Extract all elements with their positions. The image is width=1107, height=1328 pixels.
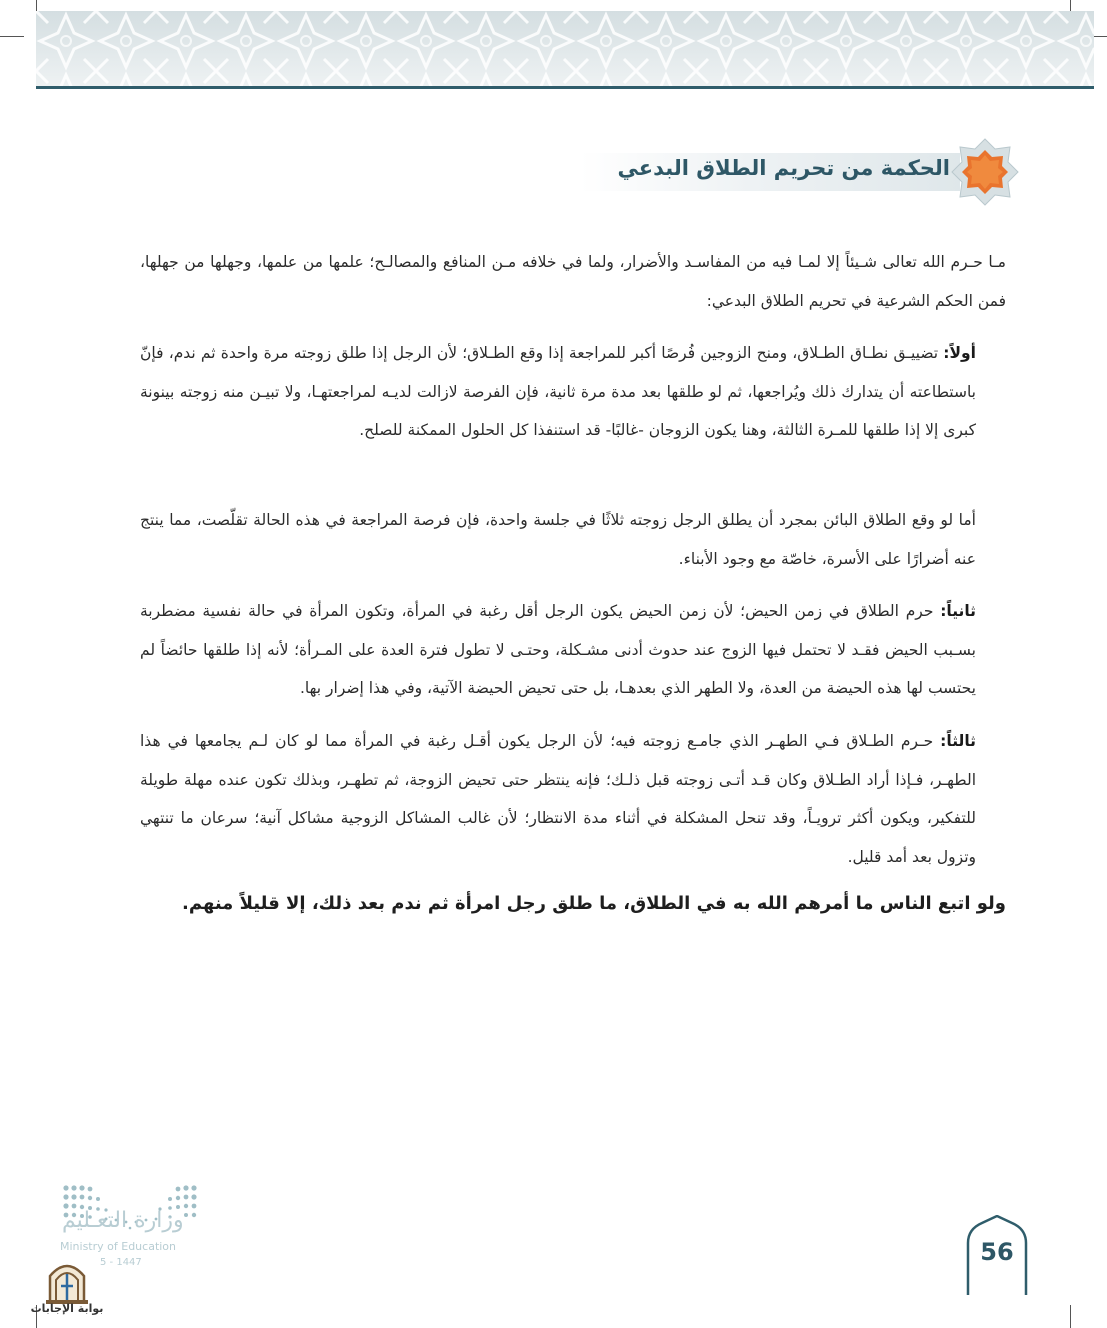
answers-portal-label: بوابة الإجابات [30,1302,104,1315]
page-number: 56 [980,1238,1014,1266]
second-text: حرم الطلاق في زمن الحيض؛ لأن زمن الحيض يكون الرجل أقل رغبة في المرأة، وتكون المرأة في حالة نفسية مضطربة بسـبب الحيض فقـد لا تحتمل فيها الزوج عند حدوث أدنى مشـكلة، وحتـى لا تطول فترة العدة على المـرأة؛ لأنه إذا طلقها حائضاً لم يحتسب لها هذه الحيضة من العدة، ولا الطهر الذي بعدهـا، بل حتى تحيض الحيضة الآتية، وفي هذا إضرار بها. [140,602,976,697]
intro-text: مـا حـرم الله تعالى شـيئاً إلا لمـا فيه من المفاسـد والأضرار، ولما في خلافه مـن المنافع والمصالـح؛ علمها من علمها، وجهلها من جهلها، فمن الحكم الشرعية في تحريم الطلاق البدعي: [140,253,1006,310]
header-rule [36,86,1094,89]
bain-divorce-paragraph [140,501,976,578]
conclusion-statement: ولو اتبع الناس ما أمرهم الله به في الطلاق، ما طلق رجل امرأة ثم ندم بعد ذلك، إلا قليلاً منهم. [181,893,1006,914]
orange-octagon-star-icon [950,137,1020,207]
intro-paragraph [140,243,1006,320]
edition-year: 5 - 1447 [100,1257,142,1268]
ministry-name-english: Ministry of Education [60,1240,177,1253]
third-text: حـرم الطـلاق فـي الطهـر الذي جامـع زوجته فيه؛ لأن الرجل يكون أقـل رغبة في المرأة مما لو كان لـم يجامعها في هذا الطهـر، فـإذا أراد الطـلاق وكان قـد أتـى زوجته قبل ذلـك؛ فإنه ينتظر حتى تحيض الزوجة، ثم تطهـر، وبذلك تكون عنده مهلة طويلة للتفكير، ويكون أكثر ترويـاً، وقد تنحل المشكلة في أثناء مدة الانتظار؛ لأن غالب المشاكل الزوجية مشاكل آنية؛ سرعان ما تنتهي وتزول بعد أمد قليل. [140,732,976,866]
header-banner [36,11,1094,86]
third-label: ثالثاً: [940,732,976,750]
crop-mark [1070,1305,1071,1328]
third-wisdom-paragraph [140,722,976,876]
second-label: ثانياً: [940,602,976,620]
ministry-name-arabic: وزارة التعـليم [62,1208,184,1233]
second-wisdom-paragraph [140,592,976,708]
first-text: تضييـق نطـاق الطـلاق، ومنح الزوجين فُرصًا أكبر للمراجعة إذا وقع الطـلاق؛ لأن الرجل إذا طلق زوجته مرة واحدة ثم ندم، فإنّ باستطاعته أن يتدارك ذلك ويُراجعها، ثم لو طلقها بعد مدة مرة ثانية، فإن الفرصة لازالت لديـه لمراجعتهـا، ولا تبيـن منه زوجته بينونة كبرى إلا إذا طلقها للمـرة الثالثة، وهنا يكون الزوجان -غالبًا- قد استنفذا كل الحلول الممكنة للصلح. [140,344,976,439]
section-heading [540,137,1020,207]
first-label: أولاً: [943,344,976,362]
bain-divorce-text: أما لو وقع الطلاق البائن بمجرد أن يطلق الرجل زوجته ثلاثًا في جلسة واحدة، فإن فرصة المراجعة في هذه الحالة تقلّصت، مما ينتج عنه أضرارًا على الأسرة، خاصّة مع وجود الأبناء. [140,511,976,568]
section-title: الحكمة من تحريم الطلاق البدعي [617,156,950,180]
first-wisdom-paragraph [140,334,976,450]
crop-mark [0,36,24,37]
